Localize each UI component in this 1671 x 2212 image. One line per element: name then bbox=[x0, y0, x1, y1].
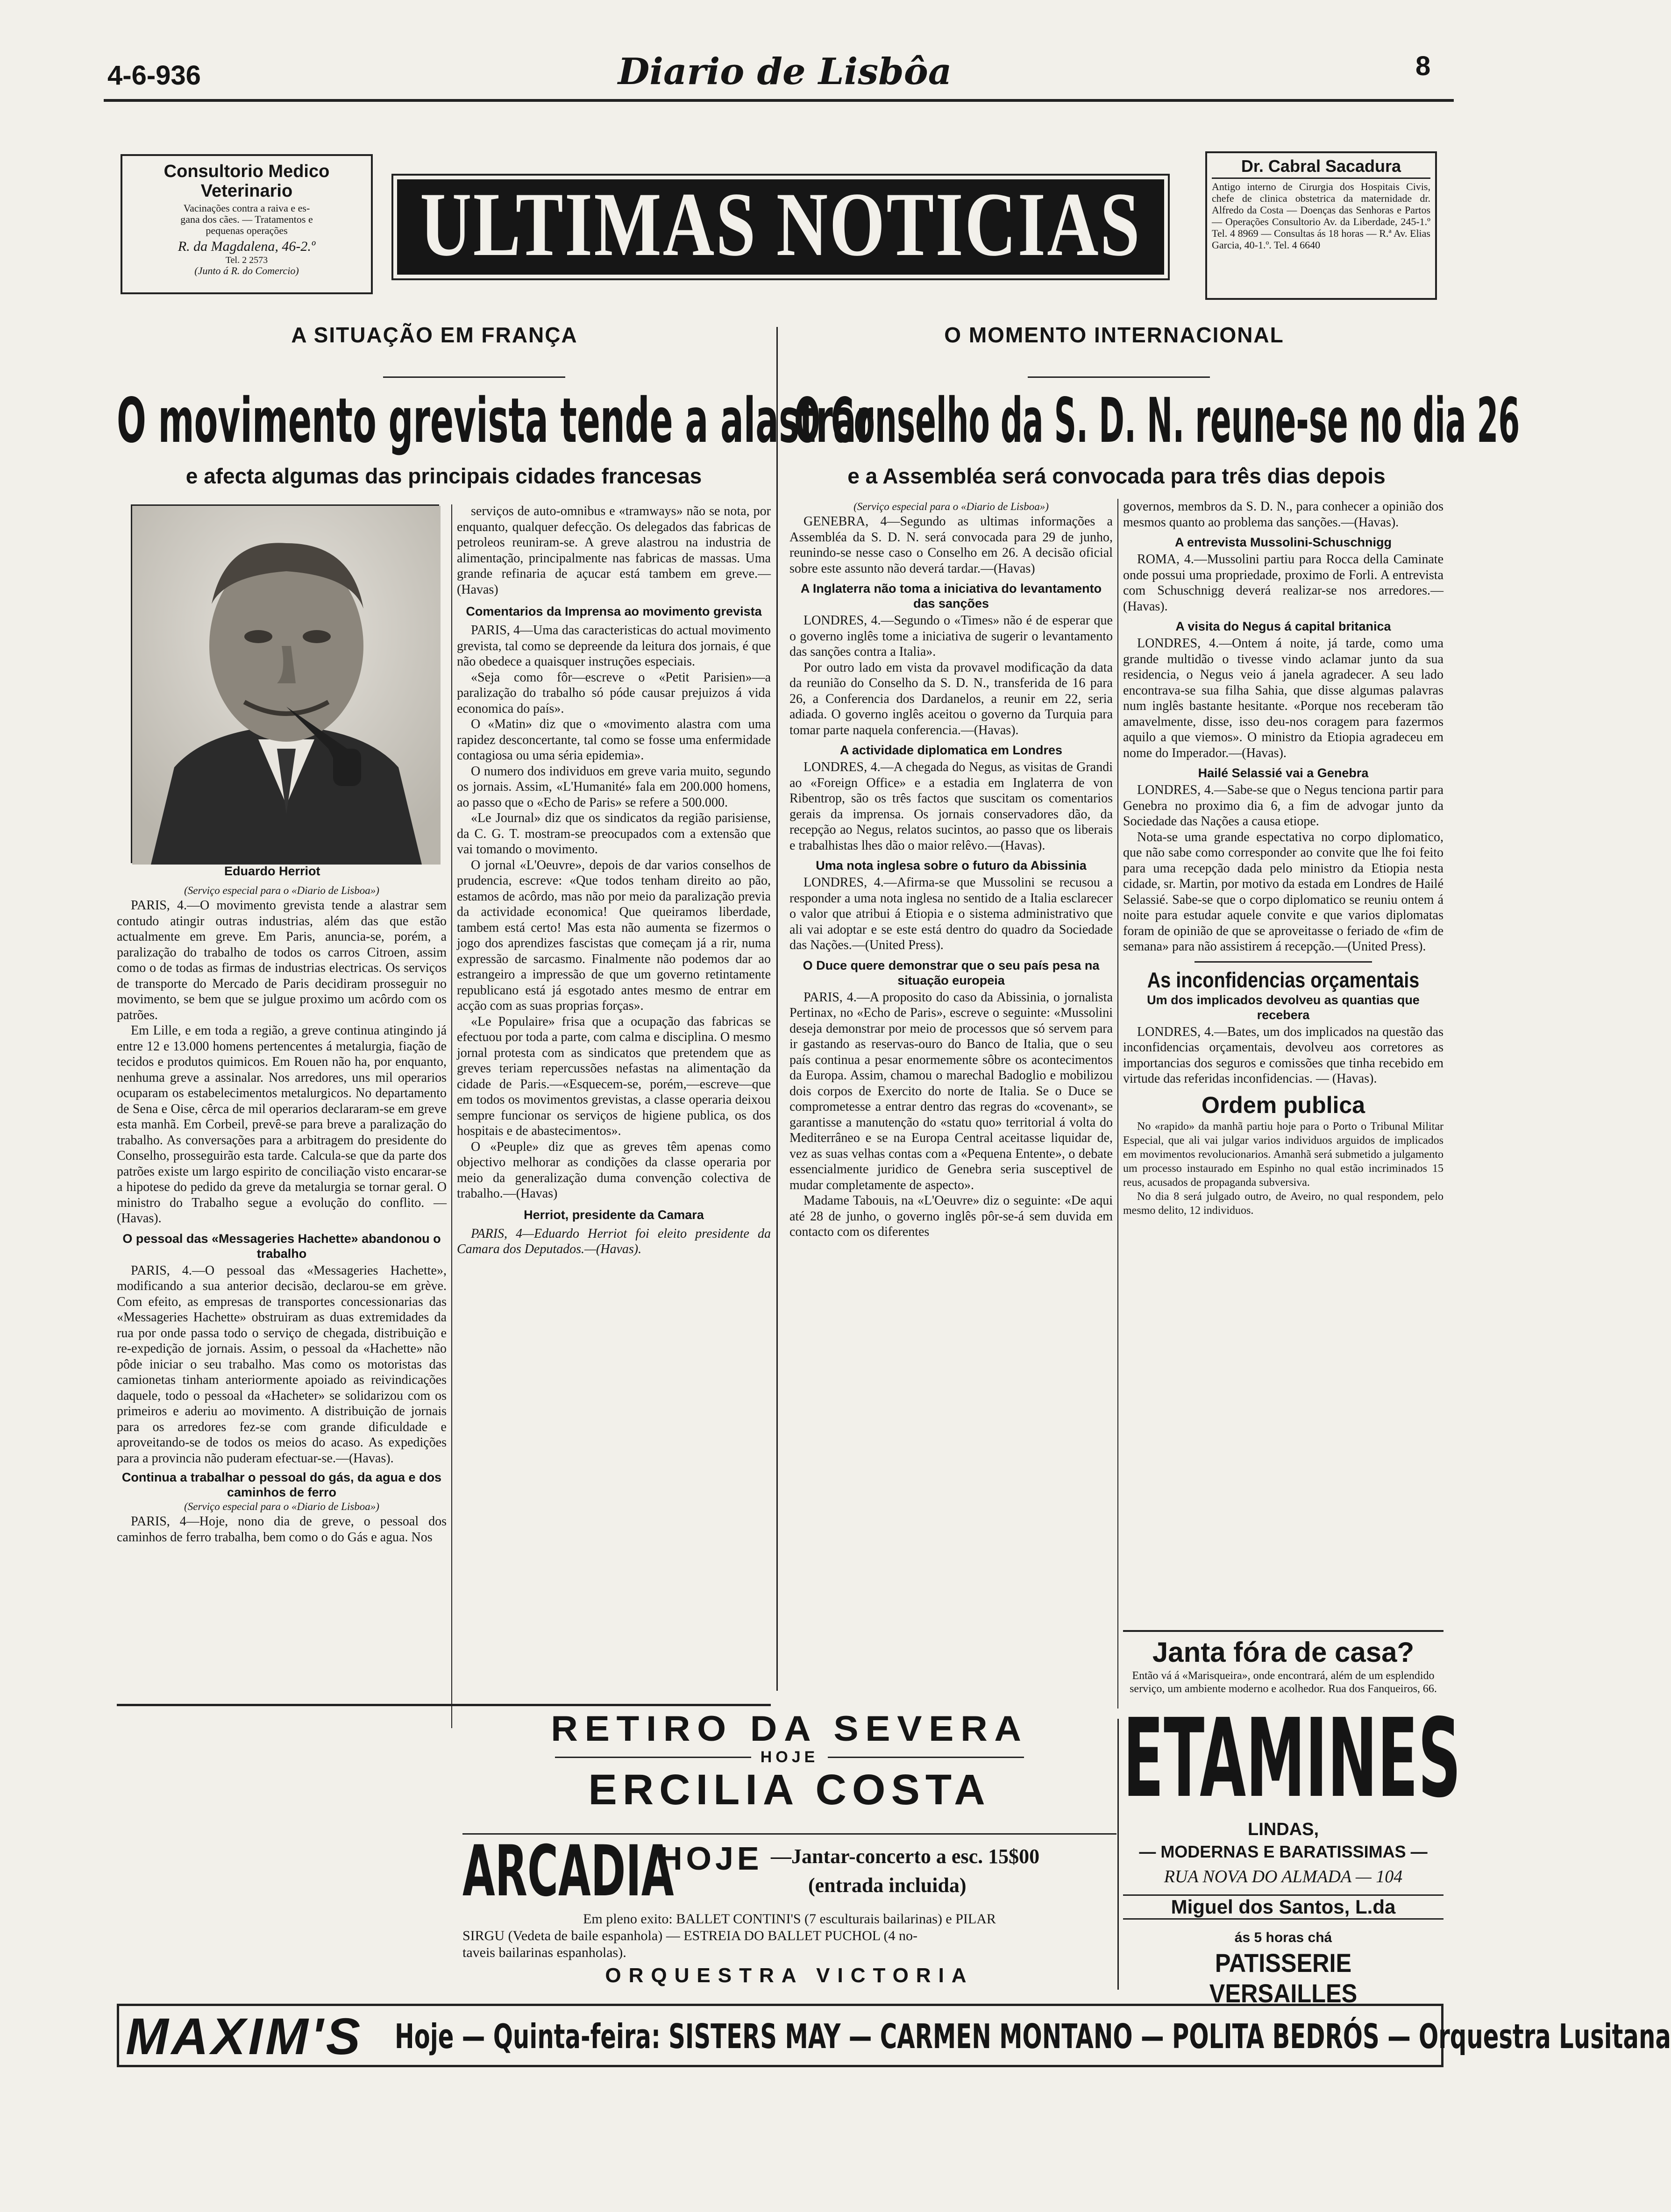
col4-heading-2: A visita do Negus á capital britanica bbox=[1175, 619, 1391, 633]
etamines-line6: PATISSERIE VERSAILLES bbox=[1209, 1948, 1358, 2008]
arcadia-line1: Em pleno exito: BALLET CONTINI'S (7 esculturais bailarinas) e PILAR bbox=[583, 1911, 996, 1927]
vet-ad-title2: Veterinario bbox=[200, 181, 293, 201]
arcadia-line2: SIRGU (Vedeta de baile espanhola) — ESTREIA DO BALLET PUCHOL (4 no- bbox=[462, 1928, 918, 1943]
right-headline: O Conselho da S. D. N. reune-se no dia 26 bbox=[794, 385, 1520, 457]
bottom-left-rule bbox=[117, 1704, 771, 1706]
col1-heading-2: Continua a trabalhar o pessoal do gás, da agua e dos caminhos de ferro bbox=[121, 1470, 442, 1499]
etamines-line1: LINDAS, bbox=[1248, 1820, 1319, 1839]
severa-hoje: HOJE bbox=[760, 1748, 819, 1766]
arcadia-line3: taveis bailarinas espanholas). bbox=[462, 1945, 626, 1960]
arcadia-ad bbox=[462, 1831, 1116, 1992]
vet-ad-tel: Tel. 2 2573 bbox=[225, 255, 268, 265]
col1-credit: (Serviço especial para o «Diario de Lisboa») bbox=[184, 885, 379, 896]
severa-hoje-rule-left bbox=[555, 1757, 751, 1758]
col1-p1: PARIS, 4.—O movimento grevista tende a alastrar sem contudo atingir outras industrias, além das que estão actualmente em greve. Em Paris, anuncia-se, porém, a paralização do trabalho de todos os carros Citroen, assim como o de todas as firmas de industrias electricas. Os serviços de transporte do Mercado de Paris decidiram prosseguir no movimento, se bem que se julgue proximo um acôrdo com os patrões. bbox=[117, 898, 447, 1022]
page-number: 8 bbox=[1415, 51, 1431, 81]
col4-rule-1 bbox=[1195, 961, 1372, 963]
vet-clinic-ad bbox=[121, 154, 373, 294]
left-headline-box bbox=[117, 385, 874, 457]
janta-title: Janta fóra de casa? bbox=[1123, 1630, 1443, 1669]
portrait-image bbox=[132, 506, 441, 865]
banner-title: ULTIMAS NOTICIAS bbox=[420, 174, 1141, 275]
col2-p4: O «Matin» diz que o «movimento alastra com uma rapidez desconcertante, tal como se fosse uma enfermidade contagiosa ou uma séria epidemia». bbox=[457, 717, 771, 763]
severa-hoje-rule-right bbox=[828, 1757, 1024, 1758]
col2-p8: «Le Populaire» frisa que a ocupação das fabricas se efectuou por toda a parte, com calma e disciplina. O mesmo jornal protesta com as sindicatos que pretendem que as greves teriam repercussões nefastas na alimentação da cidade de Paris.—«Esquecem-se, porém,—escreve—que em todos os movimentos grevistas, a classe operaria deixou sempre funcionar os serviços de higiene publica, os dos hospitais e de abastecimentos». bbox=[457, 1014, 771, 1138]
col3-heading-3: Uma nota inglesa sobre o futuro da Abissinia bbox=[816, 858, 1087, 872]
photo-caption: Eduardo Herriot bbox=[224, 864, 320, 878]
col4-p5: Nota-se uma grande espectativa no corpo diplomatico, que não sabe como corresponder ao convite que lhe foi feito para uma recepção dada pelo ministro da Etiopia nesta cidade, sr. Martin, por motivo da estada em Londres de Hailé Selassié. Sabe-se que o corpo diplomatico se reuniu ontem á noite para estudar aquele convite e que varios diplomatas foram de opinião de que se aproveitasse o feriado de «fim de semana» para não assistirem á recepção.—(United Press). bbox=[1123, 830, 1443, 954]
col4-heading-5: Ordem publica bbox=[1201, 1092, 1365, 1118]
severa-hoje-row bbox=[462, 1749, 1116, 1765]
vet-ad-line1: Vacinações contra a raiva e es- bbox=[183, 202, 310, 214]
col2-p5: O numero dos individuos em greve varia muito, segundo os jornais. Assim, «L'Humanité» fala em 200.000 homens, ao passo que o «Echo de Paris» se refere a 500.000. bbox=[457, 764, 771, 810]
doctor-ad-body: Antigo interno de Cirurgia dos Hospitais Civis, chefe de clinica obstetrica da maternidade dr. Alfredo da Costa — Doenças das Senhoras e Partos — Operações Consultorio Av. da Liberdade, 245-1.º Tel. 4 8969 — Consultas ás 18 horas — R.ª Av. Elias Garcia, 40-1.º. Tel. 4 6640 bbox=[1212, 181, 1430, 251]
right-headline-box bbox=[794, 385, 1520, 457]
column-4 bbox=[1123, 499, 1443, 1218]
arcadia-orchestra: ORQUESTRA VICTORIA bbox=[605, 1964, 974, 1987]
col3-heading-1: A Inglaterra não toma a iniciativa do levantamento das sanções bbox=[800, 581, 1102, 610]
vet-ad-note: (Junto á R. do Comercio) bbox=[194, 265, 299, 276]
col4-p6: LONDRES, 4.—Bates, um dos implicados na questão das inconfidencias orçamentais, devolveu aos corretores as importancias dos seguros e comissões que tinha recebido em virtude das referidas inconfidencias. — (Havas). bbox=[1123, 1024, 1443, 1086]
vet-ad-line2: gana dos cães. — Tratamentos e bbox=[180, 213, 313, 225]
col4-heading-4: As inconfidencias orçamentais bbox=[1147, 967, 1420, 992]
vet-ad-line3: pequenas operações bbox=[206, 225, 288, 236]
arcadia-name: ARCADIA bbox=[462, 1831, 674, 1912]
col2-p7: O jornal «L'Oeuvre», depois de dar varios conselhos de prudencia, escreve: «Que todos tenham direito ao pão, estamos de acôrdo, mas não por meio da paralização previa da actividade economica! Que queiramos liberdade, tambem está certo! Mas esta não aumenta se fizermos o jogo dos aprendizes fascistas que começam já a rir, numa expressão de sarcasmo. Finalmente não podemos dar ao estrangeiro a impressão de que um governo retintamente republicano está já esgotado antes mesmo de entrar em acção com as suas proprias forças». bbox=[457, 858, 771, 1013]
col4-p4: LONDRES, 4.—Sabe-se que o Negus tenciona partir para Genebra no proximo dia 6, a fim de advogar junto da Sociedade das Nações a causa etiope. bbox=[1123, 783, 1443, 829]
etamines-ad bbox=[1123, 1695, 1461, 2008]
col4-p8: No dia 8 será julgado outro, de Aveiro, no qual respondem, pelo mesmo delito, 12 individuos. bbox=[1123, 1190, 1443, 1217]
left-headline: O movimento grevista tende a alastrar bbox=[117, 385, 874, 457]
col-divider-1 bbox=[451, 504, 452, 1728]
janta-body: Então vá á «Marisqueira», onde encontrará, além de um esplendido serviço, um ambiente moderno e acolhedor. Rua dos Fanqueiros, 66. bbox=[1130, 1670, 1437, 1695]
column-3 bbox=[789, 500, 1113, 1240]
col1-p4: PARIS, 4—Hoje, nono dia de greve, o pessoal dos caminhos de ferro trabalha, bem como o do Gás e agua. Nos bbox=[117, 1514, 447, 1545]
severa-line1: RETIRO DA SEVERA bbox=[551, 1709, 1028, 1749]
doctor-ad bbox=[1205, 151, 1437, 300]
arcadia-name-box bbox=[462, 1831, 674, 1912]
right-kicker-rule bbox=[1028, 376, 1210, 378]
vet-ad-address: R. da Magdalena, 46-2.º bbox=[178, 239, 316, 254]
etamines-title: ETAMINES bbox=[1123, 1695, 1461, 1822]
banner-background bbox=[397, 174, 1164, 275]
severa-line2: ERCILIA COSTA bbox=[588, 1766, 991, 1814]
herriot-photo bbox=[131, 504, 439, 863]
col1-p3: PARIS, 4.—O pessoal das «Messageries Hachette», modificando a sua anterior decisão, declarou-se em grève. Com efeito, as empresas de transportes concessionarias das «Messageries Hachette» obstruiram as duas extremidades da rua por onde passa todo o serviço de chegada, distribuição e re-expedição de jornais. Assim, o pessoal da «Hachette» não pôde iniciar o seu trabalho. Mas como os motoristas das camionetas tinham anteriormente apoiado as reivindicações daquele, todo o pessoal da «Hacheter» se solidarizou com os primeiros e aderiu ao movimento. A distribuição de jornais para os arredores fez-se com grande dificuldade e aproveitando-se de todos os meios do acaso. As expedições para a provincia não puderam efectuar-se.—(Havas). bbox=[117, 1263, 447, 1466]
col4-heading-4-sub: Um dos implicados devolveu as quantias que recebera bbox=[1147, 993, 1420, 1022]
left-kicker-rule bbox=[383, 376, 565, 378]
arcadia-included: (entrada incluida) bbox=[808, 1874, 967, 1897]
col2-p1: serviços de auto-omnibus e «tramways» não se nota, por enquanto, qualquer defecção. Os delegados das fabricas de petroleos reuniram-se. A greve alastrou na industria de alimentação, principalmente nas fabricas de massas. Uma grande refinaria de açucar está tambem em greve.—(Havas) bbox=[457, 504, 771, 597]
col2-p9: O «Peuple» diz que as greves têm apenas como objectivo melhorar as condições da classe operaria por meio da generalização duma convenção colectiva de trabalho.—(Havas) bbox=[457, 1139, 771, 1201]
arcadia-dinner: —Jantar-concerto a esc. 15$00 bbox=[771, 1845, 1040, 1868]
severa-ad bbox=[462, 1709, 1116, 1831]
col3-p2: LONDRES, 4.—Segundo o «Times» não é de esperar que o governo inglês tome a iniciativa de sugerir o levantamento das sanções contra a Italia». bbox=[789, 613, 1113, 659]
doctor-ad-title: Dr. Cabral Sacadura bbox=[1212, 157, 1430, 179]
col4-p3: LONDRES, 4.—Ontem á noite, já tarde, como uma grande multidão o tivesse vindo aclamar junto da sua residencia, o Negus veio á janela agradecer. A seu lado encontrava-se sua filha Sahia, que disse algumas palavras num inglês bastante hesitante. «Porque nos receberam tão amavelmente, disse, isso deu-nos coragem para fazermos aquilo a que viemos». O ministro da Etiopia agradeceu em nome do Imperador.—(Havas). bbox=[1123, 636, 1443, 760]
col2-p6: «Le Journal» diz que os sindicatos da região parisiense, da C. G. T. mostram-se preocupados com a extensão que vai tomando o movimento. bbox=[457, 811, 771, 857]
col3-p4: LONDRES, 4.—A chegada do Negus, as visitas de Grandi ao «Foreign Office» e a estadia em Inglaterra de von Ribentrop, são os três factos que suscitam os comentarios gerais da imprensa. Os jornais conservadores dão, da recepção ao Negus, relatos sucintos, ao passo que os liberais e trabalhistas lhes dão o maior relêvo.—(Havas). bbox=[789, 760, 1113, 853]
col3-p7: Madame Tabouis, na «L'Oeuvre» diz o seguinte: «De aqui até 28 de junho, o governo inglês pôr-se-á sem duvida em contacto com os diferentes bbox=[789, 1193, 1113, 1239]
col1-credit-2: (Serviço especial para o «Diario de Lisboa») bbox=[184, 1501, 379, 1512]
col4-heading-3: Hailé Selassié vai a Genebra bbox=[1198, 766, 1369, 780]
arcadia-hoje: HOJE bbox=[659, 1840, 763, 1877]
right-subheadline: e a Assembléa será convocada para três dias depois bbox=[847, 464, 1386, 488]
col3-p5: LONDRES, 4.—Afirma-se que Mussolini se recusou a responder a uma nota inglesa no sentido de a Italia esclarecer o valor que atribui á Etiopia e o sistema administrativo que ali vai adoptar e se este está dentro do quadro da Sociedade das Nações.—(United Press). bbox=[789, 875, 1113, 952]
etamines-line5: ás 5 horas chá bbox=[1234, 1930, 1332, 1945]
banner-frame bbox=[391, 174, 1170, 280]
col4-heading-1: A entrevista Mussolini-Schuschnigg bbox=[1174, 535, 1392, 549]
bottom-right-divider bbox=[1117, 1719, 1119, 1990]
etamines-title-box bbox=[1123, 1695, 1461, 1822]
vet-ad-title1: Consultorio Medico bbox=[164, 162, 330, 181]
col4-p2: ROMA, 4.—Mussolini partiu para Rocca della Caminate onde possui uma propriedade, proximo de Forli. A entrevista com Schuschnigg deverá realizar-se nos arredores.—(Havas). bbox=[1123, 552, 1443, 614]
janta-ad bbox=[1123, 1630, 1443, 1695]
col2-p2: PARIS, 4—Uma das caracteristicas do actual movimento grevista, tal como se depreende da leitura dos jornais, é que não obedece a quaisquer instruções especiais. bbox=[457, 623, 771, 669]
left-subheadline: e afecta algumas das principais cidades francesas bbox=[185, 464, 702, 488]
left-kicker: A SITUAÇÃO EM FRANÇA bbox=[291, 323, 578, 347]
col4-p1: governos, membros da S. D. N., para conhecer a opinião dos mesmos quanto ao problema das sanções.—(Havas). bbox=[1123, 499, 1443, 530]
maxims-text-box bbox=[395, 2013, 1671, 2064]
col2-p3: «Seja como fôr—escreve o «Petit Parisien»—a paralização do trabalho só póde causar prejuizos á vida economica do país». bbox=[457, 670, 771, 716]
col4-p7: No «rapido» da manhã partiu hoje para o Porto o Tribunal Militar Especial, que ali vai julgar varios individuos arguidos de implicados em movimentos revolucionarios. Amanhã será submetido a julgamento um processo instaurado em Espinho no qual estão incriminados 15 reus, acusados de propaganda subversiva. bbox=[1123, 1120, 1443, 1189]
col3-p3: Por outro lado em vista da provavel modificação da data da reunião do Conselho da S. D. N., transferida de 16 para 26, a Conferencia dos Dardanelos, a reunir em 22, seria adiada. O governo inglês aceitou o governo da Turquia para tomar parte naquela conferencia.—(Havas). bbox=[789, 660, 1113, 737]
masthead-rule bbox=[104, 99, 1454, 102]
col-divider-3 bbox=[1117, 499, 1118, 1709]
newspaper-title: Diario de Lisbôa bbox=[618, 50, 952, 93]
column-2 bbox=[457, 503, 771, 1257]
col3-p6: PARIS, 4.—A proposito do caso da Abissinia, o jornalista Pertinax, no «Echo de Paris», escreve o seguinte: «Mussolini deseja demonstrar por meio de processos que só servem para ir gastando as reservas-ouro do Banco de Italia, que o seu país continua a pesar enormemente sôbre os acontecimentos da Europa. Assim, chamou o marechal Badoglio e mobilizou dois corpos de Exercito do norte de Italia. Se o Duce se comprometesse a entrar dentro das regras do «covenant», se garantisse a manutenção do «statu quo» territorial á volta do Mediterrâneo e se na Europa Central aceitasse liquidar de, vez as suas velhas contas com a «Pequena Entente», o debate essencialmente juridico de Genebra seria susceptivel de mudar completamente de aspecto». bbox=[789, 990, 1113, 1192]
column-1 bbox=[117, 884, 447, 1545]
col3-heading-4: O Duce quere demonstrar que o seu país pesa na situação europeia bbox=[803, 958, 1100, 987]
etamines-line2: — MODERNAS E BARATISSIMAS — bbox=[1139, 1842, 1428, 1861]
col3-credit: (Serviço especial para o «Diario de Lisboa») bbox=[853, 501, 1049, 512]
etamines-line4: Miguel dos Santos, L.da bbox=[1123, 1894, 1443, 1920]
col1-heading-1: O pessoal das «Messageries Hachette» abandonou o trabalho bbox=[122, 1231, 441, 1261]
issue-date: 4-6-936 bbox=[107, 60, 201, 91]
etamines-line3: RUA NOVA DO ALMADA — 104 bbox=[1164, 1867, 1403, 1886]
col3-heading-2: A actividade diplomatica em Londres bbox=[839, 743, 1063, 757]
maxims-ad bbox=[117, 2004, 1671, 2067]
maxims-name-box bbox=[126, 2009, 387, 2065]
maxims-text: Hoje — Quinta-feira: SISTERS MAY — CARMEN MONTANO — POLITA BEDRÓS — Orquestra Lusitana bbox=[395, 2017, 1671, 2056]
col2-heading-2: Herriot, presidente da Camara bbox=[524, 1207, 704, 1222]
col2-p10: PARIS, 4—Eduardo Herriot foi eleito presidente da Camara dos Deputados.—(Havas). bbox=[457, 1226, 771, 1256]
col3-p1: GENEBRA, 4—Segundo as ultimas informações a Assembléa da S. D. N. será convocada para 29 de junho, reunindo-se nesse caso o Conselho em 26. A decisão oficial sobre este assunto não deverá tardar.—(Havas) bbox=[789, 514, 1113, 576]
section-divider bbox=[776, 327, 778, 1691]
maxims-name: MAXIM'S bbox=[126, 2008, 363, 2065]
right-kicker: O MOMENTO INTERNACIONAL bbox=[944, 323, 1284, 347]
col1-p2: Em Lille, e em toda a região, a greve continua atingindo já entre 12 e 13.000 homens pertencentes á metalurgia, fiação de tecidos e produtos quimicos. Em Rouen não ha, por enquanto, nenhuma greve a assinalar. Nos arredores, uns mil operarios ocuparam os estabelecimentos metalurgicos. No departamento de Sena e Oise, cêrca de mil operarios declararam-se em greve esta manhã. Em Corbeil, prevê-se para breve a paralização do trabalho. As conversações para a arbitragem do presidente do Conselho, prosseguirão esta tarde. Calcula-se que da parte dos patrões existe um largo espirito de conciliação visto encarar-se a hipotese do pedido da greve da metalurgia se tornar geral. O ministro do Trabalho segue a evolução do conflito. — (Havas). bbox=[117, 1023, 447, 1226]
col2-heading-1: Comentarios da Imprensa ao movimento grevista bbox=[466, 604, 762, 618]
